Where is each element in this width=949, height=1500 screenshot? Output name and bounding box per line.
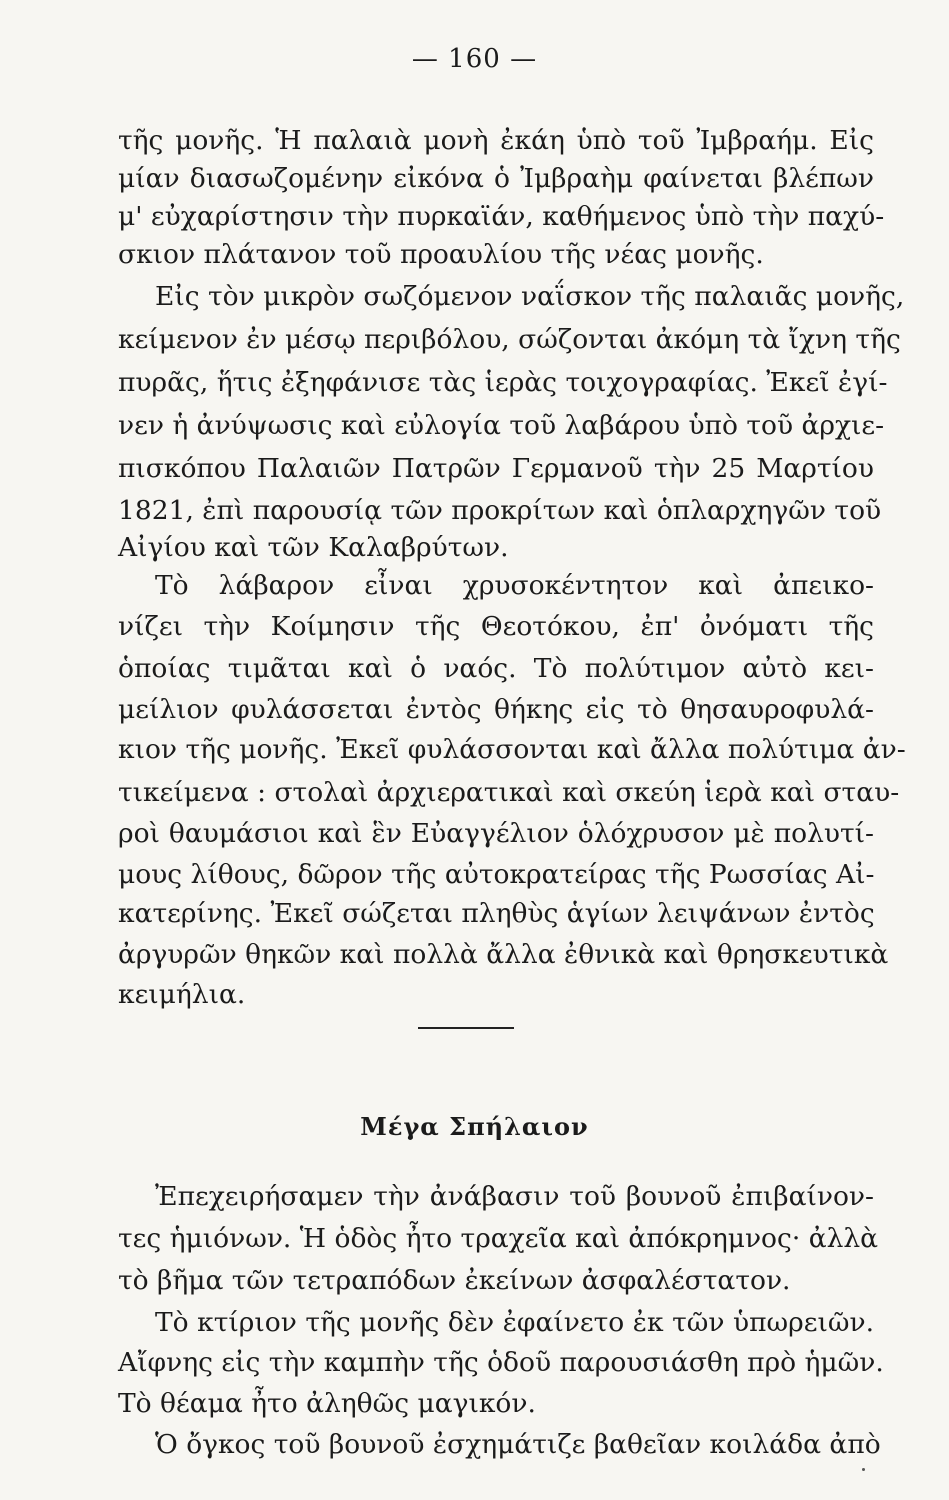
page-number: — 160 — [411, 44, 538, 74]
text-line: Τὸ λάβαρον εἶναι χρυσοκέντητον καὶ ἀπεικο- [155, 570, 874, 601]
section-divider [418, 1027, 514, 1029]
print-speck [862, 1468, 865, 1471]
text-line: Αἰγίου καὶ τῶν Καλαβρύτων. [118, 532, 509, 563]
text-line: τικείμενα : στολαὶ ἀρχιερατικαὶ καὶ σκεύη ἱερὰ καὶ σταυ- [118, 777, 900, 808]
text-line: ὁποίας τιμᾶται καὶ ὁ ναός. Τὸ πολύτιμον αὐτὸ κει- [118, 653, 874, 684]
text-line: Ἐπεχειρήσαμεν τὴν ἀνάβασιν τοῦ βουνοῦ ἐπιβαίνον- [155, 1181, 874, 1212]
text-line: μείλιον φυλάσσεται ἐντὸς θήκης εἰς τὸ θησαυροφυλά- [118, 694, 874, 725]
text-line: μους λίθους, δῶρον τῆς αὐτοκρατείρας τῆς Ρωσσίας Αἰ- [118, 859, 875, 890]
text-line: τὸ βῆμα τῶν τετραπόδων ἐκείνων ἀσφαλέστατον. [118, 1265, 791, 1296]
text-line: σκιον πλάτανον τοῦ προαυλίου τῆς νέας μονῆς. [118, 239, 764, 270]
text-line: Τὸ θέαμα ἦτο ἀληθῶς μαγικόν. [118, 1388, 536, 1419]
text-line: κείμενον ἐν μέσῳ περιβόλου, σώζονται ἀκόμη τὰ ἴχνη τῆς [118, 324, 901, 355]
text-line: Αἴφνης εἰς τὴν καμπὴν τῆς ὁδοῦ παρουσιάσθη πρὸ ἡμῶν. [118, 1347, 884, 1378]
text-line: νίζει τὴν Κοίμησιν τῆς Θεοτόκου, ἐπ' ὀνόματι τῆς [118, 611, 874, 642]
text-line: μ' εὐχαρίστησιν τὴν πυρκαϊάν, καθήμενος ὑπὸ τὴν παχύ- [118, 201, 885, 232]
text-line: ἀργυρῶν θηκῶν καὶ πολλὰ ἄλλα ἐθνικὰ καὶ θρησκευτικὰ [118, 939, 889, 970]
text-line: Εἰς τὸν μικρὸν σωζόμενον ναΐσκον τῆς παλαιᾶς μονῆς, [155, 281, 905, 312]
text-line: πισκόπου Παλαιῶν Πατρῶν Γερμανοῦ τὴν 25 Μαρτίου [118, 453, 874, 484]
text-line: Τὸ κτίριον τῆς μονῆς δὲν ἐφαίνετο ἐκ τῶν ὑπωρειῶν. [155, 1307, 874, 1338]
text-line: Ὁ ὄγκος τοῦ βουνοῦ ἐσχημάτιζε βαθεῖαν κοιλάδα ἀπὸ [155, 1429, 881, 1460]
text-line: πυρᾶς, ἥτις ἐξηφάνισε τὰς ἱερὰς τοιχογραφίας. Ἐκεῖ ἐγί- [118, 367, 888, 398]
text-line: 1821, ἐπὶ παρουσίᾳ τῶν προκρίτων καὶ ὁπλαρχηγῶν τοῦ [118, 495, 882, 526]
text-line: μίαν διασωζομένην εἰκόνα ὁ Ἰμβραὴμ φαίνεται βλέπων [118, 163, 874, 194]
text-line: τῆς μονῆς. Ἡ παλαιὰ μονὴ ἐκάη ὑπὸ τοῦ Ἰμβραήμ. Εἰς [118, 125, 874, 156]
section-heading: Μέγα Σπήλαιον [360, 1112, 589, 1141]
text-line: κιον τῆς μονῆς. Ἐκεῖ φυλάσσονται καὶ ἄλλα πολύτιμα ἀν- [118, 734, 906, 765]
text-line: τες ἡμιόνων. Ἡ ὁδὸς ἦτο τραχεῖα καὶ ἀπόκρημνος· ἀλλὰ [118, 1223, 879, 1254]
text-line: κατερίνης. Ἐκεῖ σώζεται πληθὺς ἁγίων λειψάνων ἐντὸς [118, 898, 875, 929]
text-line: νεν ἡ ἀνύψωσις καὶ εὐλογία τοῦ λαβάρου ὑπὸ τοῦ ἀρχιε- [118, 410, 885, 441]
text-line: ροὶ θαυμάσιοι καὶ ἓν Εὐαγγέλιον ὁλόχρυσον μὲ πολυτί- [118, 818, 874, 849]
text-line: κειμήλια. [118, 979, 246, 1010]
